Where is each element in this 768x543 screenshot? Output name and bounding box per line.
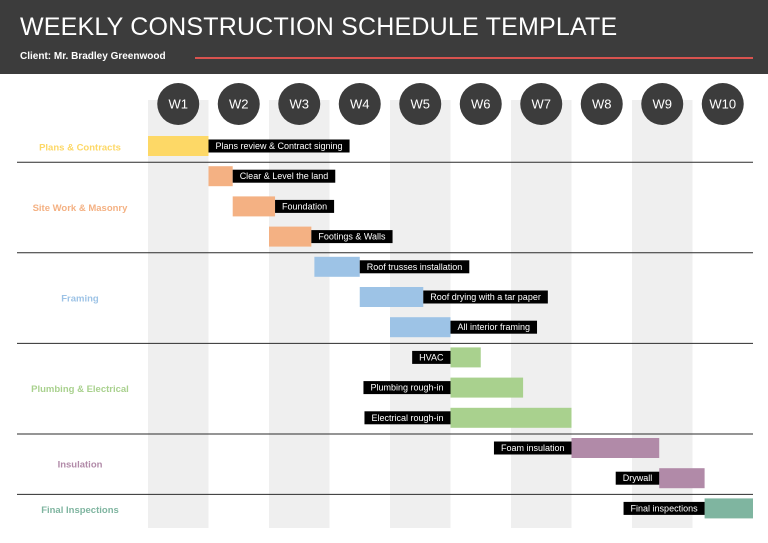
week-label: W2 [229, 96, 249, 112]
task-label: Final inspections [630, 503, 698, 514]
week-label: W3 [289, 96, 309, 112]
task-label: Foam insulation [500, 443, 565, 453]
week-label: W6 [471, 96, 491, 112]
week-label: W7 [531, 96, 551, 112]
week-label: W8 [592, 96, 612, 112]
week-column-bg [148, 100, 209, 528]
task-bar [451, 347, 481, 367]
week-header [157, 83, 199, 125]
task-bar [659, 468, 704, 488]
week-header [460, 83, 502, 125]
category-label: Plumbing & Electrical [31, 384, 129, 396]
task-label: Roof trusses installation [366, 261, 463, 272]
task-label: Electrical rough-in [371, 412, 444, 423]
week-label: W1 [168, 96, 188, 112]
task-bar [390, 317, 451, 337]
category-label: Plans & Contracts [39, 142, 121, 154]
week-header [218, 83, 260, 125]
task-row [616, 468, 705, 488]
task-bar [705, 498, 753, 518]
task-label: Clear & Level the land [239, 171, 329, 182]
week-label: W4 [350, 96, 370, 112]
task-bar [269, 227, 311, 247]
week-label: W5 [410, 96, 430, 112]
task-bar [233, 196, 275, 216]
task-label: Footings & Walls [318, 231, 386, 242]
week-header [278, 83, 320, 125]
week-column-bg [632, 100, 693, 528]
task-label: Drywall [622, 473, 653, 484]
category-label: Final Inspections [41, 505, 119, 516]
week-header [581, 83, 623, 125]
task-label: HVAC [419, 352, 444, 363]
client-name: Client: Mr. Bradley Greenwood [20, 51, 166, 62]
category-label: Site Work & Masonry [32, 203, 128, 214]
page-title: WEEKLY CONSTRUCTION SCHEDULE TEMPLATE [20, 13, 618, 41]
task-label: All interior framing [457, 322, 531, 333]
task-label: Plans review & Contract signing [215, 141, 343, 151]
week-label: W10 [709, 96, 737, 112]
week-label: W9 [652, 96, 672, 112]
week-column-bg [269, 100, 330, 528]
task-bar [360, 287, 424, 307]
task-bar [148, 136, 209, 156]
week-column-bg [511, 100, 572, 528]
task-label: Plumbing rough-in [370, 382, 444, 393]
task-bar [572, 438, 660, 458]
category-label: Insulation [57, 459, 103, 471]
week-header [399, 83, 441, 125]
week-column-bg [390, 100, 451, 528]
task-label: Foundation [282, 201, 328, 212]
category-label: Framing [61, 293, 99, 305]
task-bar [209, 166, 233, 186]
week-header [641, 83, 683, 125]
week-header [520, 83, 562, 125]
task-bar [314, 257, 359, 277]
week-header [339, 83, 381, 125]
week-header [702, 83, 744, 125]
task-row [269, 227, 393, 247]
task-label: Roof drying with a tar paper [430, 292, 541, 302]
task-bar [451, 408, 572, 428]
task-bar [451, 378, 524, 398]
